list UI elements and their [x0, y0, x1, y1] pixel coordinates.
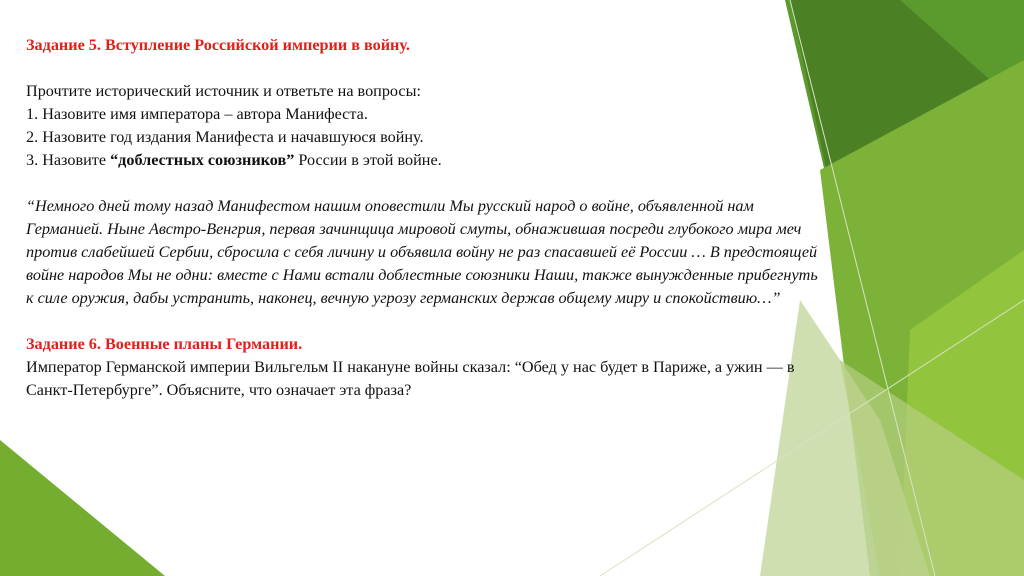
quote-line: Германией. Ныне Австро-Венгрия, первая зачинщица мировой смуты, обнажившая посреди глубокого мира меч	[26, 220, 802, 238]
quote-line: против слабейшей Сербии, сбросила с себя личину и объявила войну не раз спасавшей её России … В предстоящей	[26, 243, 818, 261]
q3-suffix: России в этой войне.	[294, 151, 442, 169]
task6-title: Задание 6. Военные планы Германии.	[26, 335, 303, 353]
task5-question-2: 2. Назовите год издания Манифеста и начавшуюся войну.	[26, 128, 424, 146]
q3-prefix: 3. Назовите	[26, 151, 111, 169]
quote-line: к силе оружия, дабы устранить, наконец, вечную угрозу германских держав общему миру и спокойствию…”	[26, 289, 781, 307]
task5-question-1: 1. Назовите имя императора – автора Манифеста.	[26, 105, 368, 123]
slide-content	[26, 34, 986, 402]
q3-bold: “доблестных союзников”	[110, 151, 295, 169]
task5-title: Задание 5. Вступление Российской империи в войну.	[26, 36, 410, 54]
task5-question-3	[26, 149, 986, 172]
quote-line: войне народов Мы не одни: вместе с Нами встали доблестные союзники Наши, также вынужденные прибегнуть	[26, 266, 818, 284]
green-corner-bottom-left	[0, 440, 165, 576]
manifesto-quote	[26, 195, 986, 310]
quote-line: “Немного дней тому назад Манифестом нашим оповестили Мы русский народ о войне, объявленной нам	[26, 197, 754, 215]
task5-intro: Прочтите исторический источник и ответьте на вопросы:	[26, 82, 421, 100]
task6-line: Император Германской империи Вильгельм II накануне войны сказал: “Обед у нас будет в Париже, а ужин — в	[26, 358, 795, 376]
task6-line: Санкт-Петербурге”. Объясните, что означает эта фраза?	[26, 381, 412, 399]
